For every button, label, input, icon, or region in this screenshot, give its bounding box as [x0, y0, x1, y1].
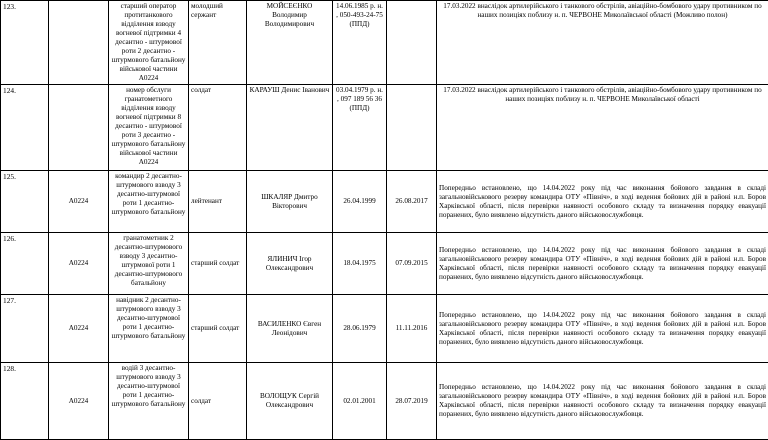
rank: солдат	[189, 85, 247, 171]
table-body	[1, 1, 768, 440]
birth-date: 18.04.1975	[333, 233, 387, 295]
rank: солдат	[189, 363, 247, 440]
circumstances: 17.03.2022 внаслідок артилерійського і танкового обстрілів, авіаційно-бомбового удару противником по наших позиціях поблизу н. п. ЧЕРВОНЕ Миколаївської області (Можливо полон)	[437, 1, 768, 85]
row-number: 125.	[1, 171, 49, 233]
full-name: МОЙСЕЄНКО Володимир Володимирович	[247, 1, 333, 85]
row-number: 127.	[1, 295, 49, 363]
position: командир 2 десантно-штурмового взводу 3 десантно-штурмової роти 1 десантно-штурмового батальйону	[109, 171, 189, 233]
row-number: 128.	[1, 363, 49, 440]
circumstances: Попередньо встановлено, що 14.04.2022 року під час виконання бойового завдання в складі загальновійськового резерву командира ОТУ «Північ», в ході ведення бойових дій в районі н.п. Боров Харківської області, після перевірки наявності особового складу та визначення порядку евакуації поранених, було виявлено відсутність даного військовослужбовця.	[437, 171, 768, 233]
military-unit: А0224	[49, 171, 109, 233]
circumstances: Попередньо встановлено, що 14.04.2022 року під час виконання бойового завдання в складі загальновійськового резерву командира ОТУ «Північ», в ході ведення бойових дій в районі н.п. Боров Харківської області, після перевірки наявності особового складу та визначення порядку евакуації поранених, було виявлено відсутність даного військовослужбовця.	[437, 233, 768, 295]
birth-date: 28.06.1979	[333, 295, 387, 363]
military-unit: А0224	[49, 295, 109, 363]
row-number: 124.	[1, 85, 49, 171]
service-start: 11.11.2016	[387, 295, 437, 363]
military-unit: А0224	[49, 363, 109, 440]
service-start: 07.09.2015	[387, 233, 437, 295]
table-row	[1, 85, 768, 171]
service-start	[387, 1, 437, 85]
military-unit	[49, 85, 109, 171]
position: навідник 2 десантно-штурмового взводу 3 десантно-штурмової роти 1 десантно-штурмового батальйону	[109, 295, 189, 363]
birth-date: 26.04.1999	[333, 171, 387, 233]
military-unit	[49, 1, 109, 85]
full-name: ВАСИЛЕНКО Євген Леонідович	[247, 295, 333, 363]
table-row	[1, 233, 768, 295]
service-start	[387, 85, 437, 171]
row-number: 126.	[1, 233, 49, 295]
full-name: КАРАУШ Денис Іванович	[247, 85, 333, 171]
rank: лейтенант	[189, 171, 247, 233]
position: гранатометник 2 десантно-штурмового взводу 3 десантно-штурмової роти 1 десантно-штурмового батальйону	[109, 233, 189, 295]
birth-date: 14.06.1985 р. н. , 050-493-24-75 (ППД)	[333, 1, 387, 85]
service-start: 26.08.2017	[387, 171, 437, 233]
full-name: ВОЛОЩУК Сергій Олександрович	[247, 363, 333, 440]
circumstances: 17.03.2022 внаслідок артилерійського і танкового обстрілів, авіаційно-бомбового удару противником по наших позиціях поблизу н. п. ЧЕРВОНЕ Миколаївської області	[437, 85, 768, 171]
position: старший оператор протитанкового відділення взводу вогневої підтримки 4 десантно - штурмової роти 2 десантно - штурмового батальйону військової частини А0224	[109, 1, 189, 85]
rank: старший солдат	[189, 233, 247, 295]
circumstances: Попередньо встановлено, що 14.04.2022 року під час виконання бойового завдання в складі загальновійськового резерву командира ОТУ «Північ», в ході ведення бойових дій в районі н.п. Боров Харківської області, після перевірки наявності особового складу та визначення порядку евакуації поранених, було виявлено відсутність даного військовослужбовця.	[437, 363, 768, 440]
military-unit: А0224	[49, 233, 109, 295]
full-name: ЯЛИНИЧ Ігор Олександрович	[247, 233, 333, 295]
row-number: 123.	[1, 1, 49, 85]
table-row	[1, 295, 768, 363]
birth-date: 03.04.1979 р. н. , 097 189 56 36 (ППД)	[333, 85, 387, 171]
service-start: 28.07.2019	[387, 363, 437, 440]
full-name: ШКАЛЯР Дмитро Вікторович	[247, 171, 333, 233]
table-row	[1, 1, 768, 85]
position: номер обслуги гранатометного відділення взводу вогневої підтримки 8 десантно - штурмової роти 3 десантно - штурмового батальйону військової частини А0224	[109, 85, 189, 171]
birth-date: 02.01.2001	[333, 363, 387, 440]
rank: молодший сержант	[189, 1, 247, 85]
circumstances: Попередньо встановлено, що 14.04.2022 року під час виконання бойового завдання в складі загальновійськового резерву командира ОТУ «Північ», в ході ведення бойових дій в районі н.п. Боров Харківської області, після перевірки наявності особового складу та визначення порядку евакуації поранених, було виявлено відсутність даного військовослужбовця.	[437, 295, 768, 363]
table-row	[1, 171, 768, 233]
table-row	[1, 363, 768, 440]
rank: старший солдат	[189, 295, 247, 363]
position: водій 3 десантно-штурмового взводу 3 десантно-штурмової роти 1 десантно-штурмового батальйону	[109, 363, 189, 440]
